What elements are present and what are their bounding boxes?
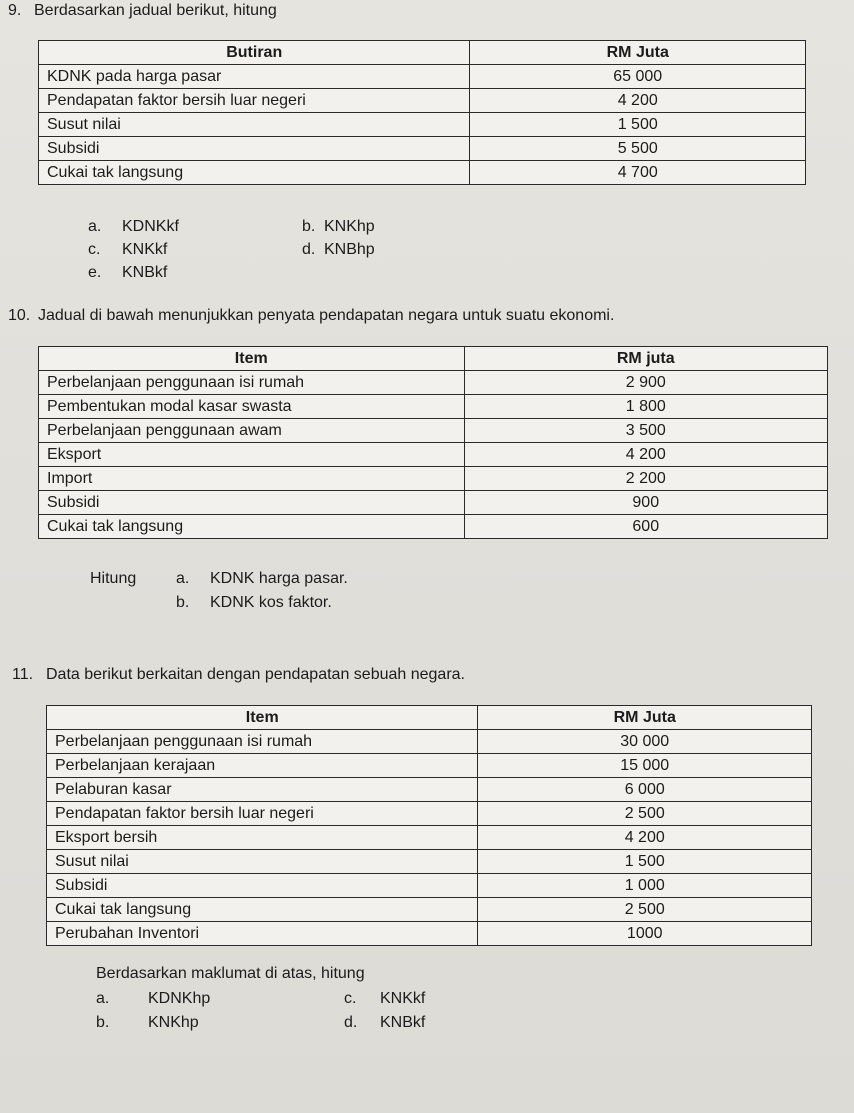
- q11-table: [46, 705, 812, 946]
- table-row: [47, 922, 812, 946]
- table-row: [39, 65, 806, 89]
- q9-option-b: [302, 218, 375, 236]
- value-cell: 2 200: [464, 467, 828, 491]
- table-row: [39, 371, 828, 395]
- item-cell: Pendapatan faktor bersih luar negeri: [39, 89, 470, 113]
- q11-prompt: Berdasarkan maklumat di atas, hitung: [96, 965, 365, 982]
- table-row: [39, 467, 828, 491]
- value-cell: 4 200: [478, 826, 812, 850]
- item-cell: Subsidi: [47, 874, 478, 898]
- column-header: Butiran: [39, 41, 470, 65]
- item-cell: Susut nilai: [39, 113, 470, 137]
- table-row: [39, 443, 828, 467]
- table-row: [47, 850, 812, 874]
- item-cell: Susut nilai: [47, 850, 478, 874]
- table-row: [47, 874, 812, 898]
- item-cell: Pelaburan kasar: [47, 778, 478, 802]
- q9-option-c: [88, 241, 167, 259]
- item-cell: Import: [39, 467, 465, 491]
- column-header: RM Juta: [470, 41, 806, 65]
- item-cell: Pembentukan modal kasar swasta: [39, 395, 465, 419]
- option-label: b.: [302, 218, 316, 235]
- q10-title: [8, 307, 614, 325]
- q10-text: Jadual di bawah menunjukkan penyata pendapatan negara untuk suatu ekonomi.: [38, 307, 615, 324]
- option-label: b.: [96, 1014, 110, 1031]
- value-cell: 5 500: [470, 137, 806, 161]
- option-label: c.: [88, 241, 101, 258]
- value-cell: 1000: [478, 922, 812, 946]
- value-cell: 900: [464, 491, 828, 515]
- q11-title: [12, 666, 465, 684]
- value-cell: 6 000: [478, 778, 812, 802]
- q10-part-b: [176, 594, 332, 612]
- table-row: [39, 515, 828, 539]
- option-text: KNKhp: [148, 1014, 199, 1031]
- option-label: d.: [344, 1014, 358, 1031]
- table-row: [47, 802, 812, 826]
- value-cell: 65 000: [470, 65, 806, 89]
- option-label: a.: [88, 218, 102, 235]
- item-cell: Subsidi: [39, 137, 470, 161]
- table-header-row: [39, 347, 828, 371]
- value-cell: 1 500: [470, 113, 806, 137]
- part-label: a.: [176, 570, 190, 587]
- q11-option-a: [96, 990, 210, 1008]
- option-text: KDNKkf: [122, 218, 179, 235]
- value-cell: 1 500: [478, 850, 812, 874]
- item-cell: KDNK pada harga pasar: [39, 65, 470, 89]
- table-row: [47, 826, 812, 850]
- value-cell: 15 000: [478, 754, 812, 778]
- option-text: KNBkf: [122, 264, 168, 281]
- column-header: RM juta: [464, 347, 828, 371]
- item-cell: Cukai tak langsung: [47, 898, 478, 922]
- option-text: KNKhp: [324, 218, 375, 235]
- q9-text: Berdasarkan jadual berikut, hitung: [34, 2, 277, 19]
- part-text: KDNK harga pasar.: [210, 570, 348, 587]
- item-cell: Pendapatan faktor bersih luar negeri: [47, 802, 478, 826]
- q11-option-d: [344, 1014, 425, 1032]
- q11-number: 11.: [12, 666, 34, 683]
- option-text: KNKkf: [380, 990, 426, 1007]
- item-cell: Perbelanjaan penggunaan isi rumah: [47, 730, 478, 754]
- item-cell: Perbelanjaan kerajaan: [47, 754, 478, 778]
- item-cell: Eksport bersih: [47, 826, 478, 850]
- option-text: KNKkf: [122, 241, 168, 258]
- q10-number: 10.: [8, 307, 31, 324]
- item-cell: Cukai tak langsung: [39, 515, 465, 539]
- table-row: [39, 137, 806, 161]
- q9-table: [38, 40, 806, 185]
- table-row: [47, 730, 812, 754]
- option-label: e.: [88, 264, 102, 281]
- value-cell: 4 200: [464, 443, 828, 467]
- value-cell: 1 000: [478, 874, 812, 898]
- option-label: a.: [96, 990, 110, 1007]
- item-cell: Perbelanjaan penggunaan awam: [39, 419, 465, 443]
- table-row: [39, 113, 806, 137]
- value-cell: 600: [464, 515, 828, 539]
- table-row: [47, 898, 812, 922]
- value-cell: 2 500: [478, 898, 812, 922]
- option-text: KDNKhp: [148, 990, 211, 1007]
- item-cell: Cukai tak langsung: [39, 161, 470, 185]
- value-cell: 2 900: [464, 371, 828, 395]
- option-text: KNBhp: [324, 241, 375, 258]
- part-text: KDNK kos faktor.: [210, 594, 332, 611]
- q9-option-a: [88, 218, 179, 236]
- item-cell: Subsidi: [39, 491, 465, 515]
- table-row: [39, 491, 828, 515]
- q9-title: [8, 2, 277, 20]
- q11-option-c: [344, 990, 425, 1008]
- table-row: [39, 161, 806, 185]
- value-cell: 4 700: [470, 161, 806, 185]
- item-cell: Perubahan Inventori: [47, 922, 478, 946]
- option-label: d.: [302, 241, 316, 258]
- item-cell: Eksport: [39, 443, 465, 467]
- table-row: [39, 89, 806, 113]
- q10-part-a: [176, 570, 348, 588]
- item-cell: Perbelanjaan penggunaan isi rumah: [39, 371, 465, 395]
- option-label: c.: [344, 990, 357, 1007]
- value-cell: 30 000: [478, 730, 812, 754]
- table-row: [39, 419, 828, 443]
- column-header: RM Juta: [478, 706, 812, 730]
- column-header: Item: [39, 347, 465, 371]
- q11-option-b: [96, 1014, 199, 1032]
- q10-prompt: Hitung: [90, 570, 137, 587]
- table-row: [47, 754, 812, 778]
- table-row: [47, 778, 812, 802]
- q10-table: [38, 346, 828, 539]
- q9-option-d: [302, 241, 375, 259]
- value-cell: 2 500: [478, 802, 812, 826]
- q11-text: Data berikut berkaitan dengan pendapatan sebuah negara.: [46, 666, 465, 683]
- table-header-row: [39, 41, 806, 65]
- value-cell: 4 200: [470, 89, 806, 113]
- table-row: [39, 395, 828, 419]
- value-cell: 1 800: [464, 395, 828, 419]
- value-cell: 3 500: [464, 419, 828, 443]
- table-header-row: [47, 706, 812, 730]
- option-text: KNBkf: [380, 1014, 426, 1031]
- q9-number: 9.: [8, 2, 22, 19]
- part-label: b.: [176, 594, 190, 611]
- q9-option-e: [88, 264, 167, 282]
- column-header: Item: [47, 706, 478, 730]
